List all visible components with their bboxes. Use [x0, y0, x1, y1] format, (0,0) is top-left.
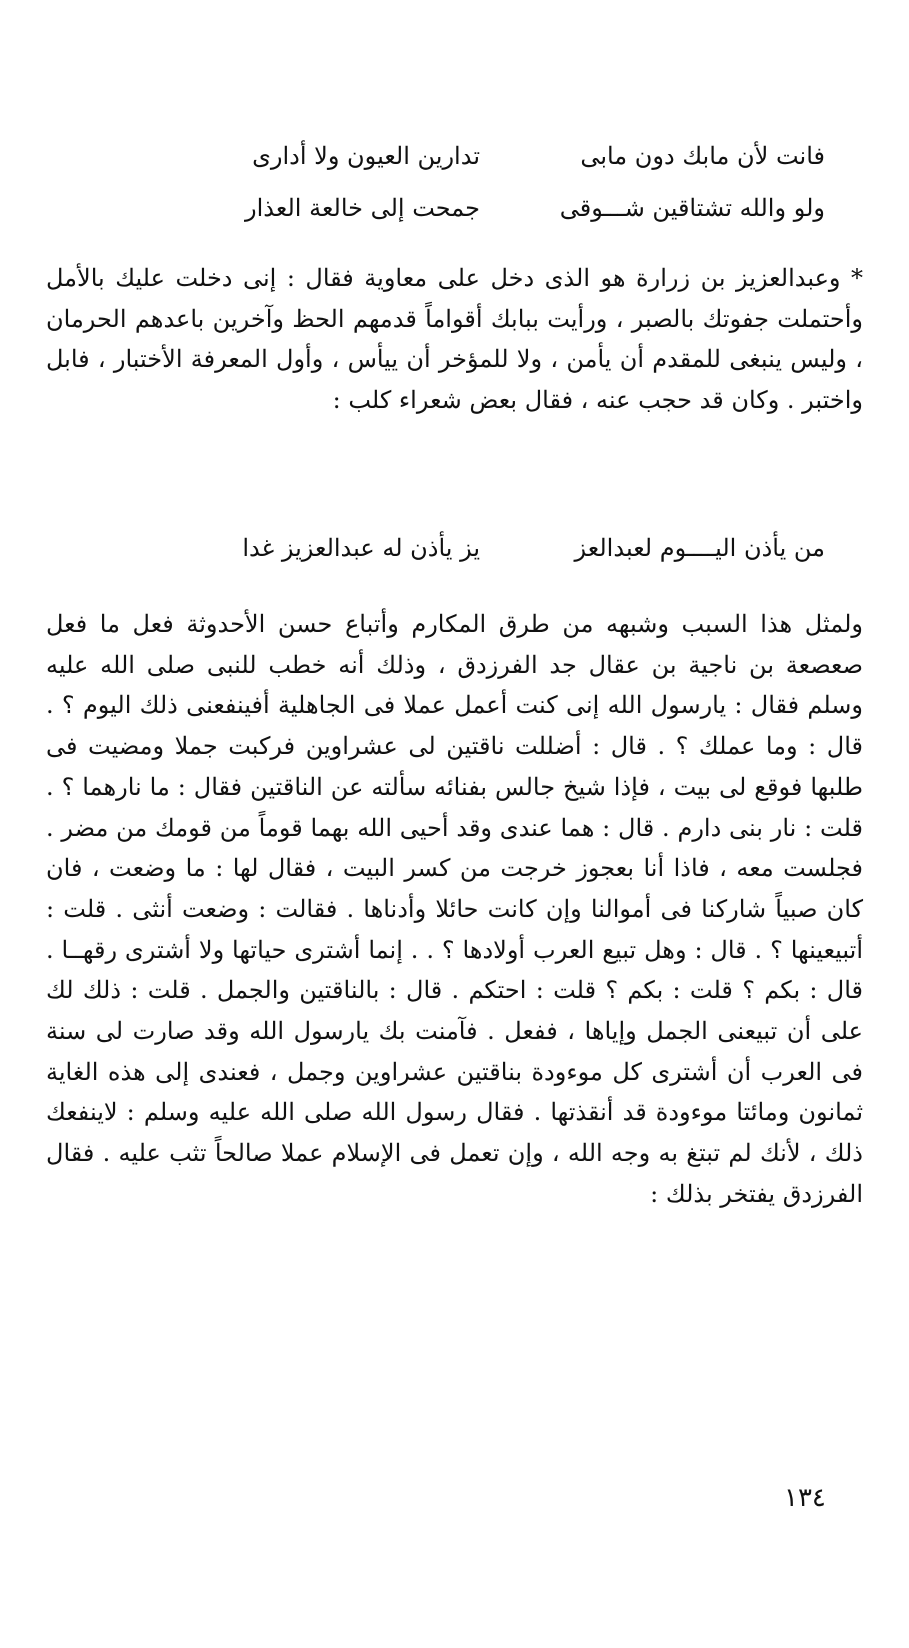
verse-first-hemistich: فانت لأن مابك دون مابى — [580, 142, 825, 170]
verse-line — [135, 136, 825, 176]
verse-line — [135, 528, 825, 568]
verse-line — [135, 188, 825, 228]
verse-second-hemistich: تدارين العيون ولا أدارى — [252, 142, 480, 170]
paragraph-abdulaziz: * وعبدالعزيز بن زرارة هو الذى دخل على معاوية فقال : إنى دخلت عليك بالأمل وأحتملت جفوتك بالصبر ، ورأيت ببابك أقواماً قدمهم الحظ وآخرين باعدهم الحرمان ، وليس ينبغى للمقدم أن يأمن ، ولا للمؤخر أن ييأس ، وأول المعرفة الأختبار ، فابل واختبر . وكان قد حجب عنه ، فقال بعض شعراء كلب : — [46, 264, 863, 415]
verse-first-hemistich: من يأذن اليــــوم لعبدالعز — [574, 534, 825, 562]
verse-first-hemistich: ولو والله تشتاقين شـــوقى — [559, 194, 825, 222]
verse-second-hemistich: جمحت إلى خالعة العذار — [245, 194, 480, 222]
verse-second-hemistich: يز يأذن له عبدالعزيز غدا — [242, 534, 480, 562]
page-number: ١٣٤ — [784, 1483, 826, 1513]
paragraph-sasaa: ولمثل هذا السبب وشبهه من طرق المكارم وأتباع حسن الأحدوثة فعل ما فعل صعصعة بن ناجية بن عقال جد الفرزدق ، وذلك أنه خطب للنبى صلى الله عليه وسلم فقال : يارسول الله إنى كنت أعمل عملا فى الجاهلية أفينفعنى ذلك اليوم ؟ . قال : وما عملك ؟ . قال : أضللت ناقتين لى عشراوين فركبت جملا ومضيت فى طلبها فوقع لى بيت ، فإذا شيخ جالس بفنائه سألته عن الناقتين فقال : ما نارهما ؟ . قلت : نار بنى دارم . قال : هما عندى وقد أحيى الله بهما قوماً من قومك من مضر . فجلست معه ، فاذا أنا بعجوز خرجت من كسر البيت ، فقال لها : ما وضعت ، فان كان صبياً شاركنا فى أموالنا وإن كانت حائلا وأدناها . فقالت : وضعت أنثى . قلت : أتبيعينها ؟ . قال : وهل تبيع العرب أولادها ؟ . . إنما أشترى حياتها ولا أشترى رقهــا . قال : بكم ؟ قلت : بكم ؟ قلت : احتكم . قال : بالناقتين والجمل . قلت : ذلك لك على أن تبيعنى الجمل وإياها ، ففعل . فآمنت بك يارسول الله وقد صارت لى سنة فى العرب أن أشترى كل موءودة بناقتين عشراوين وجمل ، فعندى إلى هذه الغاية ثمانون ومائتا موءودة قد أنقذتها . فقال رسول الله صلى الله عليه وسلم : لاينفعك ذلك ، لأنك لم تبتغ به وجه الله ، وإن تعمل فى الإسلام عملا صالحاً تثب عليه . فقال الفرزدق يفتخر بذلك : — [46, 610, 863, 1208]
